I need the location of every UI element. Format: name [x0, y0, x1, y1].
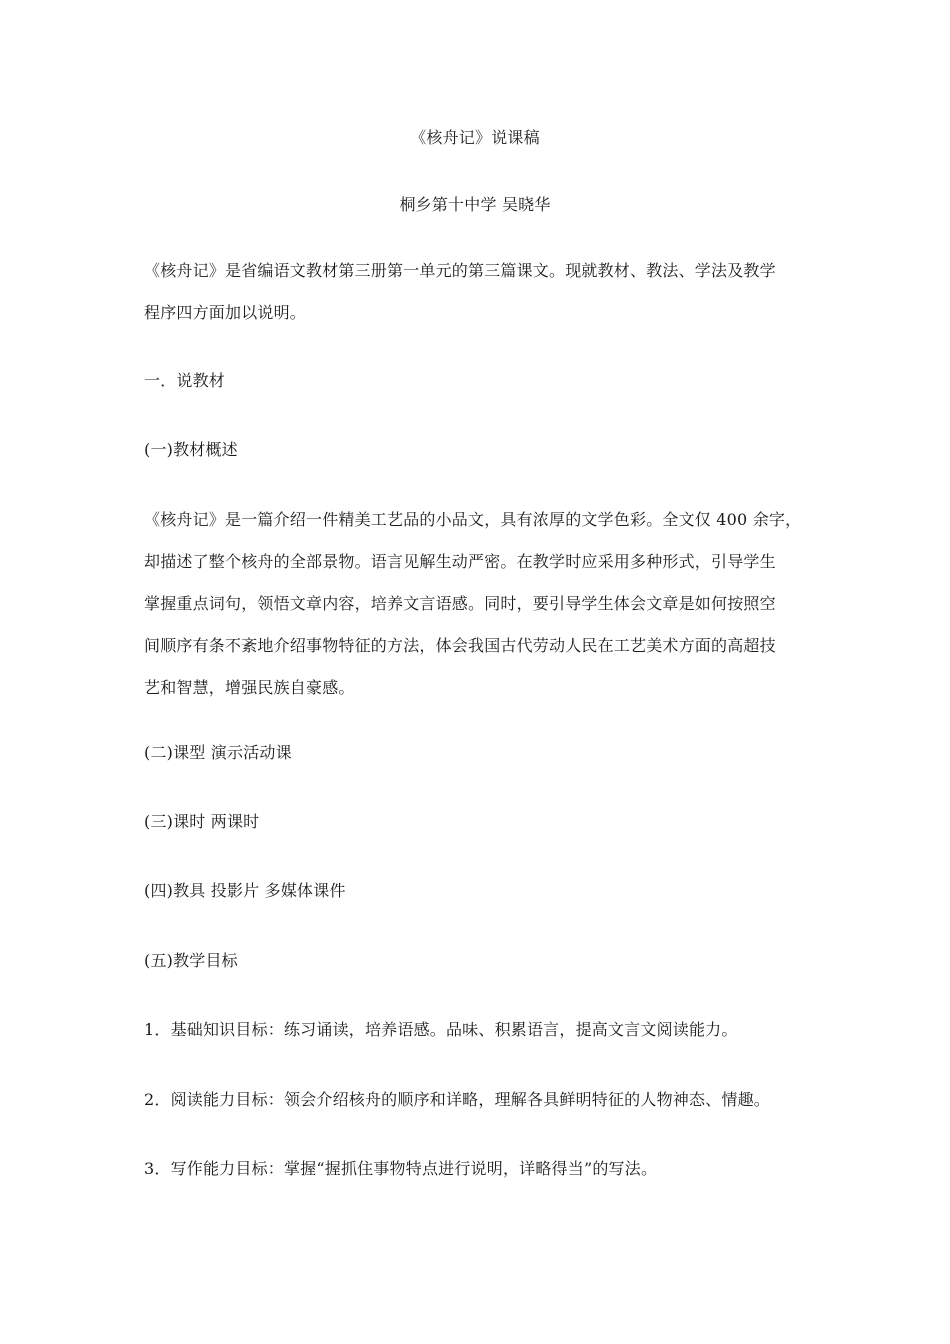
subsection-teaching-aids: (四)教具 投影片 多媒体课件 [144, 881, 346, 900]
intro-line: 《核舟记》是省编语文教材第三册第一单元的第三篇课文。现就教材、教法、学法及教学 [144, 261, 776, 280]
subsection-heading-overview: (一)教材概述 [144, 440, 238, 459]
document-title: 《核舟记》说课稿 [410, 128, 540, 147]
subsection-class-hours: (三)课时 两课时 [144, 812, 260, 831]
overview-paragraph [144, 499, 819, 709]
intro-line: 程序四方面加以说明。 [144, 303, 307, 322]
objective-item: 1．基础知识目标：练习诵读，培养语感。品味、积累语言，提高文言文阅读能力。 [144, 1020, 738, 1039]
intro-paragraph [144, 250, 819, 334]
overview-line: 间顺序有条不紊地介绍事物特征的方法，体会我国古代劳动人民在工艺美术方面的高超技 [144, 636, 776, 655]
objective-item: 2．阅读能力目标：领会介绍核舟的顺序和详略，理解各具鲜明特征的人物神态、情趣。 [144, 1090, 770, 1109]
overview-line: 《核舟记》是一篇介绍一件精美工艺品的小品文，具有浓厚的文学色彩。全文仅 400 余字， [144, 510, 802, 529]
objective-item: 3．写作能力目标：掌握“握抓住事物特点进行说明，详略得当”的写法。 [144, 1159, 658, 1178]
overview-line: 掌握重点词句，领悟文章内容，培养文言语感。同时，要引导学生体会文章是如何按照空 [144, 594, 776, 613]
author-line: 桐乡第十中学 吴晓华 [399, 195, 551, 214]
section-heading-teaching-material: 一．说教材 [144, 371, 226, 390]
overview-line: 艺和智慧，增强民族自豪感。 [144, 678, 355, 697]
subsection-lesson-type: (二)课型 演示活动课 [144, 743, 292, 762]
subsection-heading-objectives: (五)教学目标 [144, 951, 238, 970]
overview-line: 却描述了整个核舟的全部景物。语言见解生动严密。在教学时应采用多种形式，引导学生 [144, 552, 776, 571]
